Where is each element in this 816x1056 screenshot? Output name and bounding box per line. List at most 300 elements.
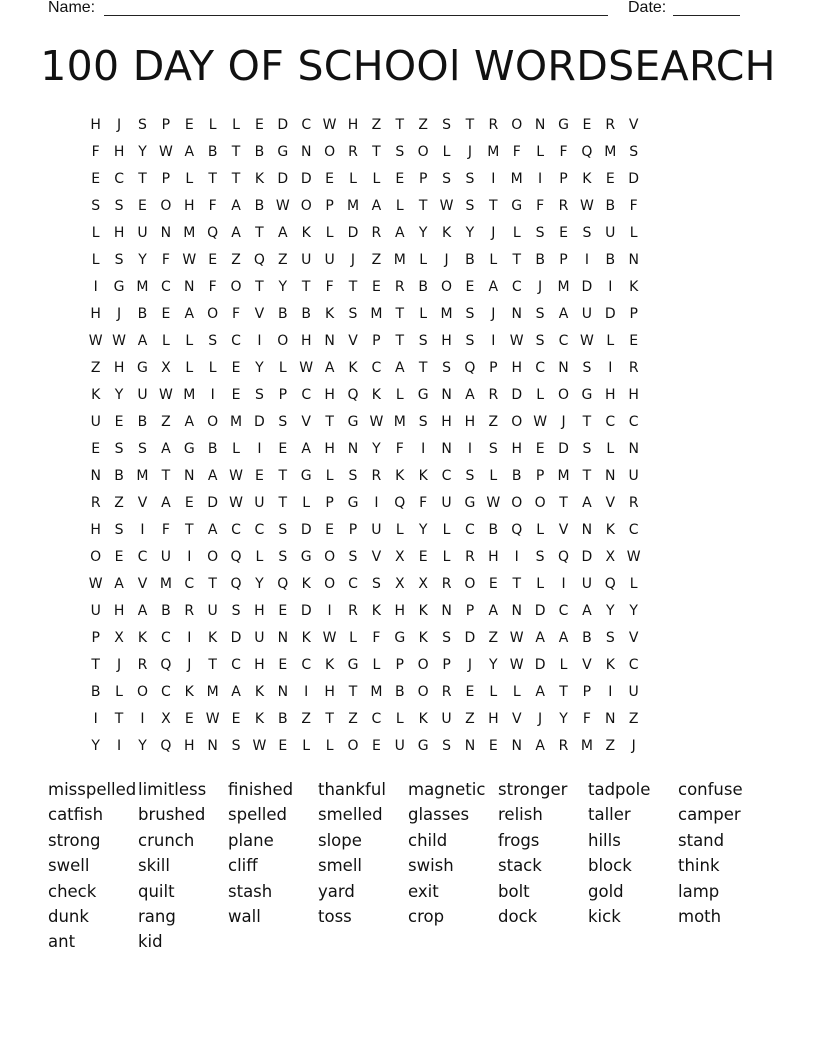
grid-cell: M xyxy=(229,414,243,430)
grid-cell: U xyxy=(581,306,593,322)
grid-cell: Z xyxy=(605,738,616,754)
grid-cell: I xyxy=(140,522,145,538)
grid-cell: N xyxy=(628,252,639,268)
word-list-item: stand xyxy=(678,830,725,850)
grid-cell: B xyxy=(254,144,265,160)
grid-cell: N xyxy=(184,279,195,295)
grid-cell: A xyxy=(535,684,545,700)
grid-cell: Z xyxy=(301,711,311,727)
grid-cell: N xyxy=(277,684,289,700)
grid-cell: H xyxy=(90,117,101,133)
grid-cell: L xyxy=(302,495,311,511)
grid-cell: E xyxy=(582,117,592,133)
grid-cell: H xyxy=(488,711,499,727)
grid-cell: K xyxy=(605,522,615,538)
grid-cell: D xyxy=(300,603,312,619)
grid-cell: I xyxy=(584,252,589,268)
grid-cell: L xyxy=(395,711,404,727)
grid-cell: S xyxy=(348,306,358,322)
grid-cell: B xyxy=(605,252,616,268)
grid-cell: M xyxy=(557,468,570,484)
grid-cell: T xyxy=(138,171,147,187)
grid-cell: T xyxy=(559,495,568,511)
grid-cell: H xyxy=(300,333,312,349)
grid-cell: E xyxy=(488,738,498,754)
grid-cell: E xyxy=(465,279,475,295)
grid-cell: C xyxy=(114,171,124,187)
grid-cell: N xyxy=(277,630,289,646)
grid-cell: J xyxy=(538,711,543,727)
word-list-item: moth xyxy=(678,906,722,926)
grid-cell: U xyxy=(90,603,101,619)
word-list-item: smell xyxy=(318,856,362,876)
grid-cell: H xyxy=(113,360,125,376)
grid-cell: Z xyxy=(278,252,288,268)
grid-row xyxy=(84,599,645,626)
grid-cell: M xyxy=(580,738,593,754)
grid-cell: T xyxy=(418,198,428,214)
grid-cell: F xyxy=(208,198,217,214)
grid-cell: O xyxy=(230,279,242,295)
grid-row xyxy=(84,734,645,761)
grid-cell: U xyxy=(254,495,265,511)
grid-cell: C xyxy=(301,387,312,403)
grid-cell: T xyxy=(395,117,405,133)
grid-cell: A xyxy=(207,468,218,484)
grid-cell: J xyxy=(117,117,122,133)
grid-cell: O xyxy=(324,549,336,565)
grid-cell: C xyxy=(137,549,148,565)
grid-cell: R xyxy=(184,603,195,619)
grid-cell: D xyxy=(534,657,546,673)
word-list-item: stronger xyxy=(498,780,568,799)
grid-cell: I xyxy=(374,495,379,511)
grid-cell: G xyxy=(558,117,569,133)
grid-cell: U xyxy=(441,711,452,727)
grid-cell: N xyxy=(605,711,616,727)
grid-cell: W xyxy=(486,495,501,511)
grid-cell: E xyxy=(418,549,428,565)
grid-cell: B xyxy=(535,252,545,268)
grid-cell: U xyxy=(137,225,148,241)
grid-cell: O xyxy=(417,144,429,160)
grid-cell: L xyxy=(629,576,638,592)
grid-cell: I xyxy=(93,711,98,727)
grid-cell: E xyxy=(161,306,171,322)
grid-cell: G xyxy=(511,198,523,214)
grid-cell: M xyxy=(393,252,406,268)
grid-cell: H xyxy=(488,549,499,565)
grid-cell: C xyxy=(628,522,639,538)
grid-cell: P xyxy=(629,306,638,322)
grid-cell: O xyxy=(324,576,336,592)
grid-cell: Q xyxy=(604,576,616,592)
grid-cell: V xyxy=(254,306,265,322)
grid-cell: D xyxy=(230,630,242,646)
grid-cell: S xyxy=(582,225,592,241)
grid-cell: S xyxy=(254,387,264,403)
grid-cell: N xyxy=(534,117,546,133)
grid-cell: S xyxy=(442,630,451,646)
grid-cell: E xyxy=(465,684,475,700)
grid-row xyxy=(84,383,645,410)
grid-cell: C xyxy=(160,279,171,295)
grid-cell: U xyxy=(254,630,265,646)
grid-cell: K xyxy=(371,603,381,619)
grid-cell: T xyxy=(418,360,428,376)
word-list-item: stash xyxy=(228,881,273,901)
grid-cell: D xyxy=(534,603,546,619)
grid-cell: B xyxy=(137,306,148,322)
grid-cell: L xyxy=(442,549,451,565)
grid-cell: I xyxy=(538,171,543,187)
grid-cell: D xyxy=(254,414,265,430)
grid-cell: G xyxy=(417,738,429,754)
grid-cell: N xyxy=(184,468,195,484)
grid-cell: L xyxy=(208,360,217,376)
grid-cell: G xyxy=(347,657,359,673)
grid-cell: T xyxy=(208,576,217,592)
grid-cell: F xyxy=(208,279,217,295)
grid-cell: F xyxy=(512,144,521,160)
grid-row xyxy=(84,248,645,275)
grid-cell: L xyxy=(536,522,545,538)
grid-cell: E xyxy=(138,198,147,214)
grid-cell: S xyxy=(208,333,218,349)
grid-cell: L xyxy=(395,387,404,403)
grid-cell: Q xyxy=(160,738,172,754)
grid-cell: S xyxy=(535,333,545,349)
grid-cell: J xyxy=(350,252,356,268)
grid-cell: T xyxy=(208,171,217,187)
grid-cell: C xyxy=(628,657,639,673)
grid-cell: V xyxy=(582,657,592,673)
grid-cell: A xyxy=(301,441,311,457)
grid-cell: F xyxy=(536,198,545,214)
grid-cell: Y xyxy=(114,387,124,403)
grid-cell: N xyxy=(511,738,522,754)
grid-row xyxy=(84,329,645,356)
grid-row xyxy=(84,275,645,302)
grid-cell: S xyxy=(582,441,592,457)
grid-cell: S xyxy=(138,441,147,457)
word-list-item: confuse xyxy=(678,780,743,799)
word-list-item: quilt xyxy=(138,881,175,901)
grid-cell: A xyxy=(558,306,569,322)
grid-cell: Y xyxy=(255,576,264,592)
grid-cell: T xyxy=(91,657,100,673)
grid-cell: E xyxy=(395,171,405,187)
grid-cell: B xyxy=(254,198,265,214)
grid-cell: K xyxy=(254,711,265,727)
name-blank-line xyxy=(104,15,608,16)
grid-cell: L xyxy=(232,441,240,457)
word-list-item: think xyxy=(678,856,720,876)
grid-cell: Z xyxy=(161,414,171,430)
grid-cell: F xyxy=(325,279,334,295)
grid-cell: A xyxy=(231,225,241,241)
grid-cell: Y xyxy=(91,738,100,754)
grid-cell: I xyxy=(561,576,566,592)
grid-cell: V xyxy=(511,711,522,727)
grid-row xyxy=(84,626,645,653)
grid-cell: C xyxy=(558,603,569,619)
grid-row xyxy=(84,302,645,329)
grid-cell: F xyxy=(232,306,241,322)
grid-cell: D xyxy=(207,495,219,511)
grid-cell: W xyxy=(88,576,103,592)
grid-cell: O xyxy=(417,657,429,673)
grid-cell: H xyxy=(324,441,335,457)
grid-cell: C xyxy=(231,333,241,349)
grid-cell: D xyxy=(628,171,640,187)
grid-cell: H xyxy=(324,684,335,700)
grid-cell: M xyxy=(346,198,360,214)
word-list-item: magnetic xyxy=(408,780,486,799)
grid-cell: N xyxy=(324,333,335,349)
grid-cell: C xyxy=(254,522,265,538)
grid-cell: H xyxy=(183,198,195,214)
grid-cell: H xyxy=(347,117,359,133)
grid-cell: A xyxy=(488,279,499,295)
grid-cell: M xyxy=(183,387,196,403)
grid-cell: M xyxy=(510,171,523,187)
grid-cell: L xyxy=(395,522,404,538)
word-list-item: wall xyxy=(228,906,261,926)
word-list-item: dunk xyxy=(48,906,89,926)
grid-cell: A xyxy=(161,441,171,457)
grid-cell: L xyxy=(489,684,498,700)
grid-cell: I xyxy=(93,279,98,295)
grid-cell: A xyxy=(231,684,241,700)
grid-row xyxy=(84,437,645,464)
grid-cell: S xyxy=(465,333,475,349)
grid-row xyxy=(84,491,645,518)
word-list-item: camper xyxy=(678,805,741,825)
grid-cell: V xyxy=(137,495,148,511)
grid-cell: M xyxy=(136,468,149,484)
grid-cell: N xyxy=(441,387,452,403)
grid-cell: O xyxy=(417,684,429,700)
grid-cell: A xyxy=(535,738,545,754)
word-list-item: bolt xyxy=(498,881,530,901)
word-list-item: frogs xyxy=(498,830,540,850)
grid-cell: R xyxy=(348,144,358,160)
grid-cell: Z xyxy=(371,252,382,268)
grid-cell: T xyxy=(348,279,358,295)
grid-cell: S xyxy=(371,576,381,592)
grid-cell: Y xyxy=(418,225,428,241)
grid-cell: M xyxy=(557,279,570,295)
grid-cell: S xyxy=(465,306,475,322)
grid-cell: L xyxy=(232,117,240,133)
grid-cell: D xyxy=(347,225,359,241)
grid-cell: L xyxy=(395,198,404,214)
grid-cell: B xyxy=(301,306,312,322)
grid-cell: E xyxy=(278,603,288,619)
grid-cell: R xyxy=(558,198,569,214)
grid-cell: M xyxy=(370,306,383,322)
word-list-item: limitless xyxy=(138,780,207,799)
word-list-item: child xyxy=(408,830,448,850)
grid-cell: S xyxy=(488,441,498,457)
grid-cell: A xyxy=(558,630,569,646)
grid-cell: S xyxy=(605,630,615,646)
grid-cell: W xyxy=(158,387,173,403)
grid-cell: L xyxy=(536,576,545,592)
grid-cell: L xyxy=(91,225,100,241)
grid-cell: W xyxy=(275,198,290,214)
grid-cell: B xyxy=(605,198,616,214)
grid-cell: A xyxy=(465,387,475,403)
grid-cell: I xyxy=(608,279,613,295)
grid-cell: L xyxy=(606,333,615,349)
grid-cell: C xyxy=(511,279,522,295)
grid-cell: N xyxy=(605,468,616,484)
grid-cell: G xyxy=(581,387,593,403)
grid-cell: D xyxy=(581,279,593,295)
grid-cell: B xyxy=(207,441,218,457)
grid-cell: T xyxy=(489,198,498,214)
grid-cell: S xyxy=(114,252,124,268)
grid-cell: R xyxy=(371,225,382,241)
grid-cell: I xyxy=(140,711,145,727)
grid-cell: O xyxy=(277,333,289,349)
grid-cell: O xyxy=(207,549,219,565)
grid-row xyxy=(84,518,645,545)
grid-cell: Z xyxy=(231,252,241,268)
grid-row xyxy=(84,653,645,680)
grid-cell: H xyxy=(605,387,616,403)
grid-cell: Q xyxy=(230,576,242,592)
word-list-item: kick xyxy=(588,906,621,926)
grid-cell: R xyxy=(394,279,405,295)
grid-cell: F xyxy=(91,144,100,160)
grid-cell: P xyxy=(325,198,334,214)
grid-cell: H xyxy=(113,225,125,241)
grid-row xyxy=(84,194,645,221)
grid-cell: L xyxy=(489,468,498,484)
grid-cell: K xyxy=(301,576,311,592)
grid-cell: W xyxy=(299,360,314,376)
grid-cell: D xyxy=(581,549,593,565)
grid-cell: L xyxy=(161,333,170,349)
grid-cell: A xyxy=(278,225,288,241)
grid-cell: R xyxy=(558,738,569,754)
grid-cell: X xyxy=(161,360,171,376)
grid-row xyxy=(84,545,645,572)
grid-cell: B xyxy=(394,684,405,700)
grid-cell: W xyxy=(509,333,524,349)
grid-cell: I xyxy=(187,630,192,646)
grid-cell: F xyxy=(161,522,170,538)
grid-cell: E xyxy=(559,225,568,241)
grid-cell: B xyxy=(465,252,475,268)
grid-cell: Z xyxy=(114,495,124,511)
grid-cell: F xyxy=(419,495,428,511)
grid-cell: K xyxy=(605,657,615,673)
grid-row xyxy=(84,464,645,491)
grid-cell: H xyxy=(90,522,101,538)
grid-cell: C xyxy=(465,522,475,538)
grid-cell: N xyxy=(511,306,522,322)
grid-cell: E xyxy=(278,441,288,457)
grid-cell: K xyxy=(254,684,265,700)
grid-cell: X xyxy=(394,576,405,592)
grid-cell: S xyxy=(231,603,241,619)
grid-cell: U xyxy=(207,603,218,619)
grid-cell: I xyxy=(187,549,192,565)
grid-cell: C xyxy=(535,360,545,376)
grid-cell: C xyxy=(371,711,382,727)
grid-cell: W xyxy=(88,333,103,349)
grid-cell: S xyxy=(418,414,428,430)
grid-cell: L xyxy=(419,252,428,268)
grid-cell: I xyxy=(117,738,122,754)
grid-cell: C xyxy=(371,360,382,376)
grid-cell: F xyxy=(582,711,591,727)
header xyxy=(48,0,748,20)
grid-cell: Z xyxy=(348,711,358,727)
grid-cell: L xyxy=(372,171,381,187)
grid-cell: B xyxy=(278,711,288,727)
grid-cell: G xyxy=(347,414,359,430)
grid-cell: M xyxy=(183,225,196,241)
word-list-item: catfish xyxy=(48,805,104,825)
grid-cell: E xyxy=(231,711,241,727)
grid-cell: P xyxy=(91,630,100,646)
grid-cell: P xyxy=(348,522,358,538)
grid-cell: B xyxy=(114,468,124,484)
grid-cell: A xyxy=(114,576,124,592)
grid-cell: C xyxy=(301,657,312,673)
grid-cell: N xyxy=(558,360,569,376)
grid-cell: T xyxy=(372,144,381,160)
name-label: Name: xyxy=(48,0,96,16)
grid-cell: K xyxy=(91,387,101,403)
word-list-item: crunch xyxy=(138,830,195,850)
grid-cell: E xyxy=(231,387,241,403)
grid-cell: C xyxy=(231,522,241,538)
grid-cell: G xyxy=(300,549,312,565)
grid-cell: O xyxy=(441,279,453,295)
grid-cell: P xyxy=(325,495,334,511)
word-list-item: toss xyxy=(318,906,352,926)
grid-cell: R xyxy=(465,549,475,565)
grid-cell: O xyxy=(160,198,172,214)
grid-cell: W xyxy=(229,495,243,511)
grid-cell: O xyxy=(511,117,523,133)
grid-cell: I xyxy=(491,333,496,349)
grid-cell: V xyxy=(628,117,639,133)
grid-cell: E xyxy=(371,738,381,754)
grid-cell: H xyxy=(183,738,195,754)
grid-cell: W xyxy=(439,198,454,214)
grid-cell: L xyxy=(302,738,311,754)
grid-cell: A xyxy=(488,603,499,619)
grid-cell: K xyxy=(418,630,428,646)
grid-cell: I xyxy=(491,171,496,187)
grid-cell: L xyxy=(442,522,451,538)
word-list-item: relish xyxy=(498,805,543,825)
grid-row xyxy=(84,221,645,248)
grid-cell: P xyxy=(395,657,404,673)
grid-cell: E xyxy=(184,117,194,133)
grid-cell: R xyxy=(605,117,616,133)
grid-cell: V xyxy=(605,495,616,511)
grid-cell: H xyxy=(464,414,476,430)
grid-cell: A xyxy=(231,198,241,214)
